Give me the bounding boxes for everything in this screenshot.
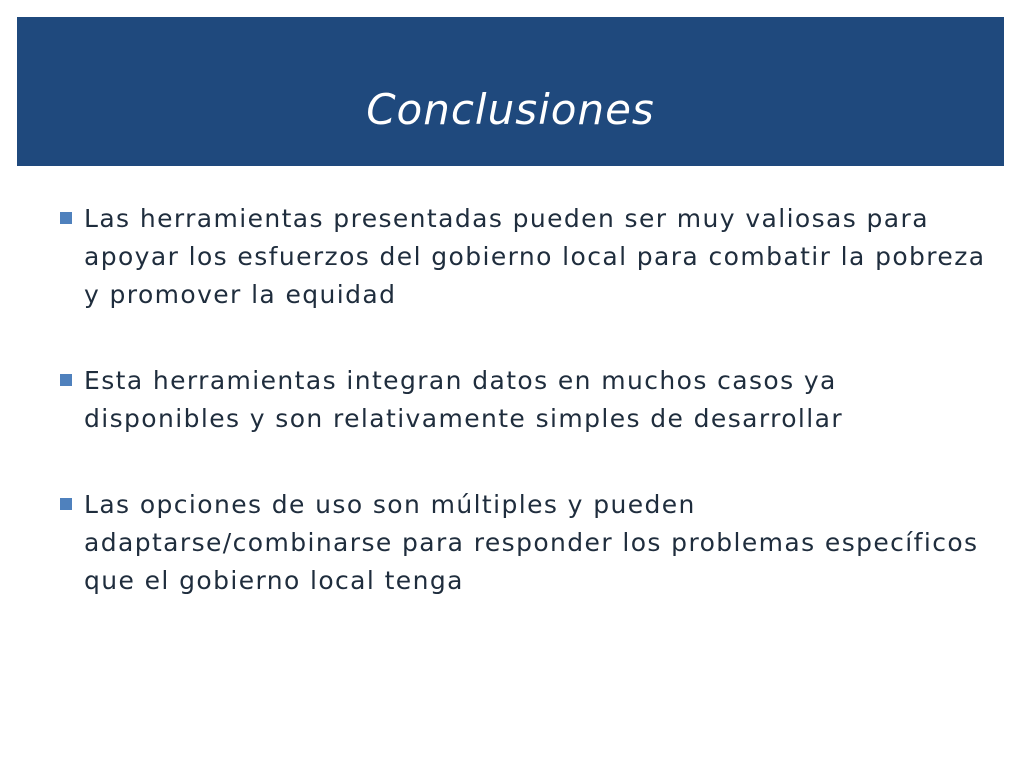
slide-title: Conclusiones	[366, 85, 655, 134]
bullet-text: Las herramientas presentadas pueden ser muy valiosas para apoyar los esfuerzos del gobierno local para combatir la pobreza y promover la equidad	[84, 204, 986, 309]
bullet-list	[60, 200, 990, 648]
square-bullet-icon	[60, 374, 72, 386]
bullet-text: Las opciones de uso son múltiples y pueden adaptarse/combinarse para responder los problemas específicos que el gobierno local tenga	[84, 490, 979, 595]
bullet-item	[60, 362, 990, 438]
square-bullet-icon	[60, 498, 72, 510]
square-bullet-icon	[60, 212, 72, 224]
bullet-text: Esta herramientas integran datos en muchos casos ya disponibles y son relativamente simples de desarrollar	[84, 366, 843, 433]
bullet-item	[60, 486, 990, 600]
title-band	[17, 17, 1004, 166]
bullet-item	[60, 200, 990, 314]
